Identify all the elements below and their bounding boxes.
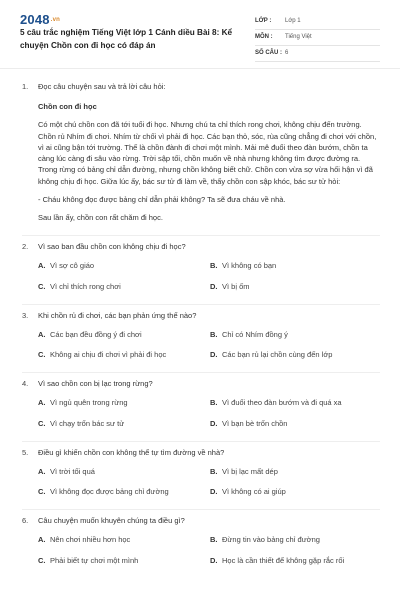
question-heading bbox=[22, 241, 380, 254]
answer-options bbox=[38, 260, 380, 292]
option-text: Vì bị lạc mất dép bbox=[222, 466, 278, 476]
option-letter: D. bbox=[210, 555, 218, 565]
option-text: Vì đuổi theo đàn bướm và đi quá xa bbox=[222, 398, 342, 408]
option-a[interactable] bbox=[38, 534, 210, 545]
question-heading bbox=[22, 447, 380, 460]
option-letter: D. bbox=[210, 350, 218, 359]
option-a[interactable] bbox=[38, 329, 210, 340]
option-letter: A. bbox=[38, 398, 46, 408]
question-list bbox=[0, 76, 400, 568]
option-text: Vì chạy trốn bác sư tử bbox=[50, 418, 125, 428]
option-letter: A. bbox=[38, 329, 46, 339]
option-a[interactable] bbox=[38, 397, 210, 408]
option-d[interactable] bbox=[210, 486, 380, 497]
question-number: 2. bbox=[22, 242, 29, 252]
option-letter: A. bbox=[38, 261, 46, 271]
option-b[interactable] bbox=[210, 260, 380, 271]
option-a[interactable] bbox=[38, 466, 210, 477]
option-letter: B. bbox=[210, 535, 218, 545]
option-letter: D. bbox=[210, 487, 218, 496]
option-letter: B. bbox=[210, 261, 218, 271]
question-number: 6. bbox=[22, 516, 29, 526]
divider bbox=[22, 509, 380, 510]
logo-suffix: .vn bbox=[50, 17, 61, 24]
meta-label: SỐ CÂU : bbox=[255, 50, 282, 56]
option-letter: A. bbox=[38, 466, 46, 476]
question-2 bbox=[0, 241, 400, 305]
option-c[interactable] bbox=[38, 281, 210, 292]
option-letter: C. bbox=[38, 350, 46, 359]
option-c[interactable] bbox=[38, 555, 210, 566]
meta-label: LỚP : bbox=[255, 18, 272, 24]
option-letter: B. bbox=[210, 398, 218, 408]
question-1 bbox=[0, 81, 400, 236]
option-text: Vì không có ai giúp bbox=[222, 487, 286, 496]
option-text: Các bạn rủ lại chồn cùng đến lớp bbox=[222, 350, 333, 359]
question-number: 4. bbox=[22, 379, 29, 389]
question-text: Vì sao chồn con bị lạc trong rừng? bbox=[38, 379, 153, 389]
option-text: Nên chơi nhiều hơn học bbox=[50, 535, 131, 545]
divider bbox=[22, 235, 380, 236]
option-text: Vì bị ốm bbox=[222, 281, 250, 291]
option-letter: C. bbox=[38, 555, 46, 565]
meta-row-question-count bbox=[255, 46, 380, 62]
answer-options bbox=[38, 534, 380, 566]
question-heading bbox=[22, 378, 380, 391]
question-text: Khi chồn rủ đi chơi, các bạn phản ứng thế nào? bbox=[38, 310, 197, 320]
question-text: Đọc câu chuyện sau và trả lời câu hỏi: bbox=[38, 82, 166, 91]
passage-paragraph: Có một chú chồn con đã tới tuổi đi học. Nhưng chú ta chỉ thích rong chơi, không chịu đến trường. Chồn rủ Nhím đi chơi. Nhím từ chối vì phải đi học. Các bạn thỏ, sóc, rùa cũng chẳng đi chơi với chồn, vì ai cũng bận tới trường. Thế là chồn đành đi chơi một mình. Mải mê đuổi theo đàn bướm, chồn ta càng lúc càng đi sâu vào rừng. Trời sập tối, chồn muốn về nhà nhưng không tìm được đường ra. Trong rừng có bảng chỉ dẫn đường, nhưng chồn không biết chữ. Chồn con vừa sợ vừa hối hận vì đã không chịu đi học. Giữa lúc ấy, bác sư tử đi làm về, thấy chồn con sập khóc, bác sư tử hỏi: bbox=[38, 120, 377, 186]
question-text: Vì sao ban đầu chồn con không chịu đi học? bbox=[38, 242, 186, 252]
meta-value: 6 bbox=[285, 50, 289, 56]
option-d[interactable] bbox=[210, 349, 380, 360]
option-text: Vì sợ cô giáo bbox=[50, 261, 95, 271]
answer-options bbox=[38, 466, 380, 498]
question-heading bbox=[22, 515, 380, 528]
logo-text: 2048 bbox=[20, 12, 50, 27]
option-text: Vì bạn bè trốn chồn bbox=[222, 418, 288, 428]
reading-passage bbox=[38, 101, 378, 223]
option-text: Phải biết tự chơi một mình bbox=[50, 555, 139, 565]
option-text: Đừng tin vào bảng chỉ đường bbox=[222, 535, 320, 545]
option-text: Vì không đọc được bảng chỉ đường bbox=[50, 487, 169, 496]
question-number: 5. bbox=[22, 447, 29, 457]
option-letter: D. bbox=[210, 281, 218, 291]
option-c[interactable] bbox=[38, 349, 210, 360]
option-letter: B. bbox=[210, 466, 218, 476]
meta-value: Tiếng Việt bbox=[285, 34, 312, 40]
option-c[interactable] bbox=[38, 486, 210, 497]
option-b[interactable] bbox=[210, 329, 380, 340]
header-divider bbox=[0, 68, 400, 69]
option-b[interactable] bbox=[210, 397, 380, 408]
header bbox=[0, 0, 400, 68]
question-5 bbox=[0, 447, 400, 511]
option-a[interactable] bbox=[38, 260, 210, 271]
option-letter: C. bbox=[38, 487, 46, 496]
meta-label: MÔN : bbox=[255, 34, 273, 40]
option-c[interactable] bbox=[38, 418, 210, 429]
question-text: Câu chuyện muốn khuyên chúng ta điều gì? bbox=[38, 516, 185, 526]
option-text: Vì không có bạn bbox=[222, 261, 277, 271]
option-d[interactable] bbox=[210, 281, 380, 292]
option-text: Không ai chịu đi chơi vì phải đi học bbox=[50, 350, 167, 359]
divider bbox=[22, 304, 380, 305]
option-text: Vì ngủ quên trong rừng bbox=[50, 398, 128, 408]
question-6 bbox=[0, 515, 400, 566]
option-text: Chỉ có Nhím đồng ý bbox=[222, 329, 288, 339]
option-text: Các bạn đều đồng ý đi chơi bbox=[50, 329, 142, 339]
option-text: Vì chỉ thích rong chơi bbox=[50, 281, 121, 291]
meta-info bbox=[255, 14, 380, 62]
question-number: 3. bbox=[22, 310, 29, 320]
option-b[interactable] bbox=[210, 466, 380, 477]
answer-options bbox=[38, 329, 380, 361]
passage-paragraph: Sau lần ấy, chồn con rất chăm đi học. bbox=[38, 213, 163, 222]
question-3 bbox=[0, 310, 400, 374]
question-heading bbox=[22, 81, 380, 94]
question-text: Điều gì khiến chồn con không thể tự tìm đường về nhà? bbox=[38, 447, 225, 457]
question-4 bbox=[0, 378, 400, 442]
option-letter: D. bbox=[210, 418, 218, 428]
passage-paragraph: - Cháu không đọc được bảng chỉ dẫn phải không? Ta sẽ đưa cháu về nhà. bbox=[38, 194, 286, 204]
question-heading bbox=[22, 310, 380, 323]
meta-row-grade bbox=[255, 14, 380, 30]
document-title: 5 câu trắc nghiệm Tiếng Việt lớp 1 Cánh diều Bài 8: Kể chuyện Chồn con đi học có đáp án bbox=[20, 28, 233, 50]
option-d[interactable] bbox=[210, 555, 380, 566]
option-text: Học là cần thiết để không gặp rắc rối bbox=[222, 555, 345, 565]
meta-row-subject bbox=[255, 30, 380, 46]
divider bbox=[22, 441, 380, 442]
question-number: 1. bbox=[22, 82, 29, 91]
option-text: Vì trời tối quá bbox=[50, 466, 95, 476]
option-letter: C. bbox=[38, 418, 46, 428]
divider bbox=[22, 372, 380, 373]
meta-value: Lớp 1 bbox=[285, 18, 301, 24]
answer-options bbox=[38, 397, 380, 429]
option-letter: B. bbox=[210, 329, 218, 339]
passage-title: Chồn con đi học bbox=[38, 102, 97, 111]
option-d[interactable] bbox=[210, 418, 380, 429]
option-letter: A. bbox=[38, 535, 46, 545]
option-b[interactable] bbox=[210, 534, 380, 545]
option-letter: C. bbox=[38, 281, 46, 291]
